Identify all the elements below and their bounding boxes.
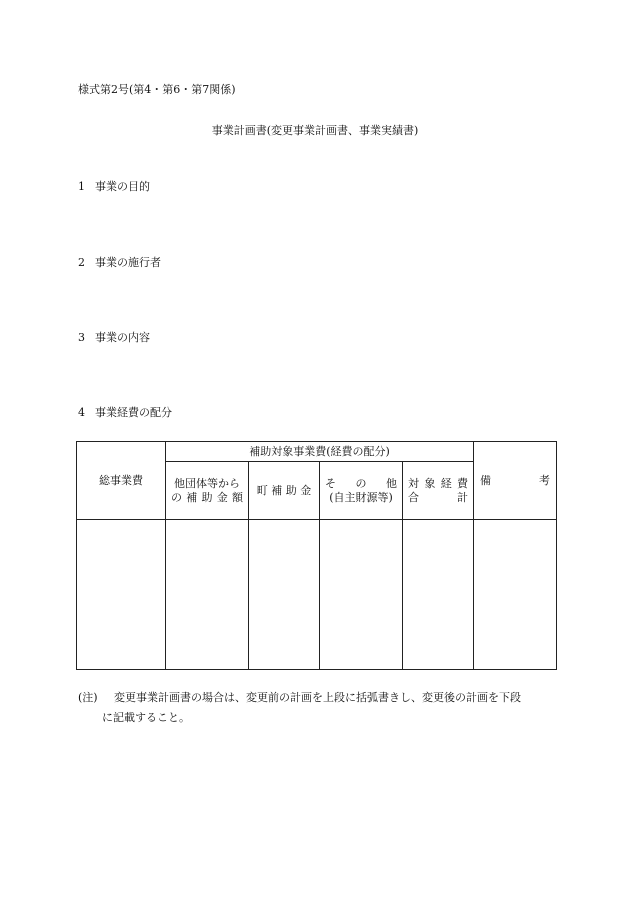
remarks-char: 考 xyxy=(539,473,551,487)
footnote xyxy=(78,688,558,728)
remarks-header xyxy=(474,442,557,520)
expense-table xyxy=(76,441,557,670)
town-subsidy-cell xyxy=(249,520,320,670)
header-char: そ xyxy=(325,477,336,491)
footnote-label: (注) xyxy=(78,691,98,704)
section-label: 事業の目的 xyxy=(95,180,150,193)
total-cost-cell xyxy=(77,520,166,670)
total-cost-header: 総事業費 xyxy=(77,442,166,520)
section-expense-allocation xyxy=(78,406,172,419)
header-line xyxy=(325,477,397,490)
document-title: 事業計画書(変更事業計画書、事業実績書) xyxy=(211,124,419,137)
header-line: (自主財源等) xyxy=(329,490,393,504)
header-line xyxy=(408,477,468,490)
header-char: 他 xyxy=(386,477,397,491)
footnote-line: 変更事業計画書の場合は、変更前の計画を上段に括弧書きし、変更後の計画を下段 xyxy=(114,691,521,704)
section-label: 事業の施行者 xyxy=(95,256,161,269)
subsidy-target-cost-header: 補助対象事業費(経費の配分) xyxy=(166,442,474,462)
section-number: 1 xyxy=(78,180,85,193)
header-line xyxy=(408,491,468,504)
target-cost-total-header xyxy=(403,462,474,520)
section-content xyxy=(78,331,150,344)
header-char: 経 xyxy=(440,477,452,491)
other-own-funds-header xyxy=(320,462,403,520)
section-number: 3 xyxy=(78,331,85,344)
header-char: 合 xyxy=(408,490,419,504)
header-char: 計 xyxy=(457,490,469,504)
section-purpose xyxy=(78,180,150,193)
section-number: 2 xyxy=(78,256,85,269)
header-char: 額 xyxy=(232,490,243,504)
header-char: 対 xyxy=(408,477,419,491)
other-own-funds-cell xyxy=(320,520,403,670)
other-org-subsidy-header xyxy=(166,462,249,520)
header-char: 助 xyxy=(201,490,213,504)
header-char: 象 xyxy=(424,477,436,491)
target-cost-total-cell xyxy=(403,520,474,670)
town-subsidy-header: 町 補 助 金 xyxy=(249,462,320,520)
section-label: 事業の内容 xyxy=(95,331,150,344)
header-line xyxy=(171,491,243,504)
other-org-subsidy-cell xyxy=(166,520,249,670)
section-executor xyxy=(78,256,161,269)
section-number: 4 xyxy=(78,406,85,419)
footnote-line: に記載すること。 xyxy=(102,711,190,724)
form-number: 様式第2号(第4・第6・第7関係) xyxy=(78,83,236,96)
remarks-char: 備 xyxy=(480,473,492,487)
header-char: 補 xyxy=(186,490,198,504)
section-label: 事業経費の配分 xyxy=(95,406,172,419)
remarks-cell xyxy=(474,520,557,670)
header-char: 費 xyxy=(457,477,469,491)
header-char: 金 xyxy=(216,490,228,504)
header-char: の xyxy=(171,490,182,504)
header-char: の xyxy=(355,477,367,491)
header-line: 他団体等から xyxy=(174,477,240,491)
